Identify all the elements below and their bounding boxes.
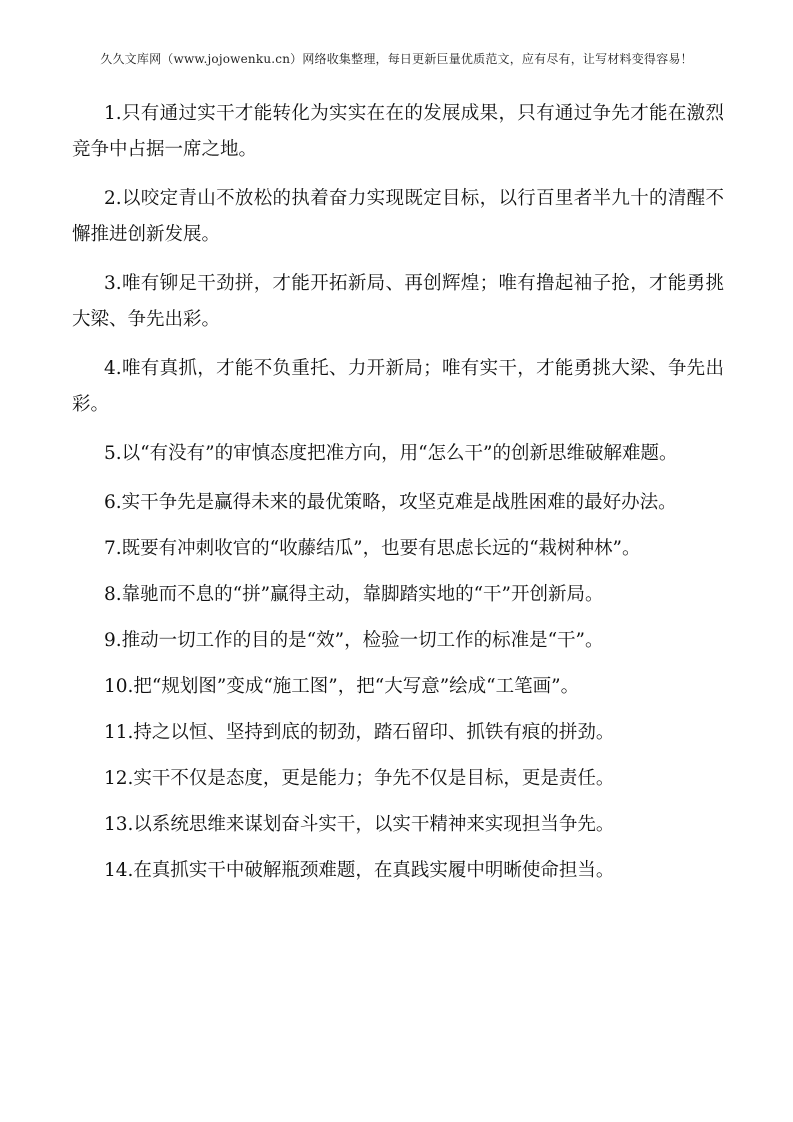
list-item: 2.以咬定青山不放松的执着奋力实现既定目标，以行百里者半九十的清醒不懈推进创新发展。 xyxy=(72,188,724,245)
list-item: 11.持之以恒、坚持到底的韧劲，踏石留印、抓铁有痕的拼劲。 xyxy=(104,722,615,743)
page-header: 久久文库网（www.jojowenku.cn）网络收集整理，每日更新巨量优质范文，应有尽有，让写材料变得容易！ xyxy=(100,52,693,66)
list-item: 9.推动一切工作的目的是“效”，检验一切工作的标准是“干”。 xyxy=(104,630,604,651)
list-item: 7.既要有冲刺收官的“收藤结瓜”，也要有思虑长远的“栽树种林”。 xyxy=(104,538,641,559)
list-item: 6.实干争先是赢得未来的最优策略，攻坚克难是战胜困难的最好办法。 xyxy=(104,492,677,513)
list-item: 12.实干不仅是态度，更是能力；争先不仅是目标，更是责任。 xyxy=(104,768,615,789)
list-item: 14.在真抓实干中破解瓶颈难题，在真践实履中明晰使命担当。 xyxy=(104,860,615,881)
list-item: 5.以“有没有”的审慎态度把准方向，用“怎么干”的创新思维破解难题。 xyxy=(104,443,678,464)
list-item: 4.唯有真抓，才能不负重托、力开新局；唯有实干，才能勇挑大梁、争先出彩。 xyxy=(72,358,724,415)
document-body xyxy=(72,96,724,899)
list-item: 8.靠驰而不息的“拼”赢得主动，靠脚踏实地的“干”开创新局。 xyxy=(104,584,604,605)
list-item: 10.把“规划图”变成“施工图”，把“大写意”绘成“工笔画”。 xyxy=(104,676,580,697)
list-item: 13.以系统思维来谋划奋斗实干，以实干精神来实现担当争先。 xyxy=(104,814,615,835)
list-item: 3.唯有铆足干劲拼，才能开拓新局、再创辉煌；唯有撸起袖子抢，才能勇挑大梁、争先出彩。 xyxy=(72,273,724,330)
list-item: 1.只有通过实干才能转化为实实在在的发展成果，只有通过争先才能在激烈竞争中占据一席之地。 xyxy=(72,103,724,160)
